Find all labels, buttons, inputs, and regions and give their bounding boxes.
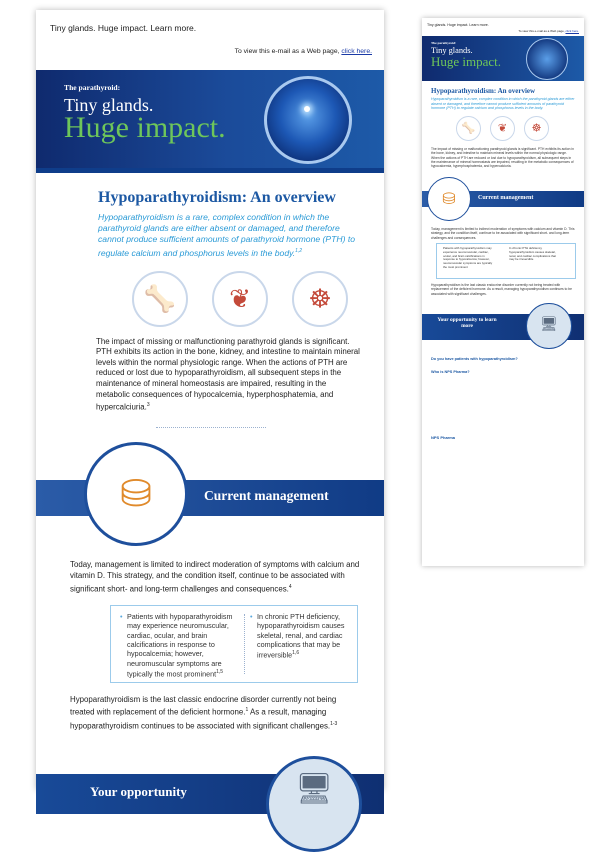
mini-overview-body: The impact of missing or malfunctioning parathyroid glands is significant. PTH exhibits its action in the bone, kidney, and intestine to maintain mineral levels within the normal physiologic range. When the actions of PTH are reduced or lost due to hypoparathyroidism, all subsequent steps in the maintenance of mineral homeostasis are impaired, resulting in the metabolic consequences of hypocalcemia, hyperphosphatemia, and hypercalciuria.: [431, 146, 574, 169]
organ-icons: [36, 259, 384, 337]
kidney-icon: ❦: [212, 271, 268, 327]
overview-lead-text: Hypoparathyroidism is a rare, complex condition in which the parathyroid glands are either absent or damaged, and therefore cannot produce sufficient amounts of parathyroid hormone (PTH) to regulate calcium and phosphorus levels in the body.: [98, 212, 355, 258]
bullet-right-ref: 1,6: [292, 650, 300, 657]
body-ref: 3: [146, 402, 150, 409]
mini-opportunity: [422, 302, 584, 352]
mini-line1: Tiny glands.: [431, 46, 473, 55]
webview-text: To view this e-mail as a Web page,: [234, 48, 340, 55]
closing-ref-1: 1: [245, 707, 249, 714]
webview-line: [36, 48, 384, 70]
mini-logo: NPS Pharma: [431, 435, 456, 441]
closing-text-1: Hypoparathyroidism is the last classic endocrine disorder currently not being treated with replacement of the deficient hormone.: [70, 694, 337, 718]
mini-kidney-icon: ❦: [490, 116, 515, 141]
bone-icon: 🦴: [132, 271, 188, 327]
mini-overview-title: Hypoparathyroidism: An overview: [431, 87, 536, 95]
overview-lead: [36, 207, 384, 259]
computer-icon: 🖥: [266, 756, 362, 852]
bullet-right: [257, 612, 369, 660]
webview-link[interactable]: click here.: [341, 48, 372, 55]
bullet-left-ref: 1,5: [216, 669, 224, 676]
hero-banner: [36, 70, 384, 168]
hero-kicker: The parathyroid:: [64, 83, 121, 92]
mini-management-title: Current management: [478, 194, 534, 201]
management-title: Current management: [204, 488, 329, 504]
mini-management-closing: Hypoparathyroidism is the last classic endocrine disorder currently not being treated with replacement of the deficient hormone. As a result, managing hypoparathyroidism continues to be associated with significant challenges.: [431, 283, 572, 296]
closing-text-2: As a result, managing hypoparathyroidism continues to be associated with significant challenges.: [70, 708, 331, 731]
management-bullets: [110, 605, 358, 683]
lead-ref: 1,2: [295, 247, 303, 254]
bullet-right-text: In chronic PTH deficiency, hypoparathyroidism causes skeletal, renal, and cardiac complications that may be irreversible: [257, 611, 345, 660]
mini-computer-icon: 🖥: [526, 303, 572, 349]
closing-ref-2: 1-3: [330, 720, 338, 727]
mini-bone-icon: 🦴: [456, 116, 481, 141]
overview-body-text: The impact of missing or malfunctioning parathyroid glands is significant. PTH exhibits its action in the bone, kidney, and intestine to maintain mineral levels within the normal physiologic range. When the actions of PTH are reduced or lost due to hypoparathyroidism, all subsequent steps in the maintenance of mineral homeostasis are impaired, resulting in the metabolic consequences of hypocalcemia, hyperphosphatemia, and hypercalciuria.: [96, 336, 360, 412]
hero-line2: Huge impact.: [64, 111, 226, 144]
mini-webview-link[interactable]: click here.: [565, 29, 579, 33]
mini-who-title: Who is NPS Pharma?: [431, 370, 470, 375]
mini-management-header: [422, 177, 584, 223]
management-closing: [36, 695, 384, 732]
bullet-divider: [244, 614, 245, 674]
mini-management-bullets: [436, 243, 576, 279]
mini-hero: [422, 36, 584, 81]
management-intro: [36, 560, 384, 594]
hero-line1: Tiny glands.: [64, 95, 154, 115]
management-header: [36, 428, 384, 546]
mini-pill-bottles-icon: ⛁: [427, 177, 471, 221]
overview-title: Hypoparathyroidism: An overview: [98, 189, 336, 206]
management-intro-text: Today, management is limited to indirect moderation of symptoms with calcium and vitamin D. This strategy, and the condition itself, continue to be associated with significant short- and long-term challenges and consequences.: [70, 560, 360, 594]
intestine-icon: ☸: [292, 271, 348, 327]
overview-body: [36, 337, 384, 414]
preheader: Tiny glands. Huge impact. Learn more.: [50, 23, 197, 33]
mini-preheader: Tiny glands. Huge impact. Learn more.: [427, 23, 489, 27]
mini-webview-text: To view this e-mail as a Web page,: [518, 29, 565, 33]
bullet-left-text: Patients with hypoparathyroidism may experience neuromuscular, cardiac, ocular, and brain calcifications in response to hypocalcemia; however, neuromuscular symptoms are typically the most prominent: [127, 611, 233, 679]
mini-kicker: The parathyroid:: [431, 41, 457, 45]
mini-line2: Huge impact.: [431, 54, 502, 69]
gland-glow: [304, 106, 310, 112]
mini-bullet-right: In chronic PTH deficiency, hypoparathyroidism causes skeletal, renal, and cardiac complications that may be irreversible: [509, 246, 556, 262]
mini-intestine-icon: ☸: [524, 116, 549, 141]
mini-overview-lead: Hypoparathyroidism is a rare, complex condition in which the parathyroid glands are either absent or damaged, and therefore cannot produce sufficient amounts of parathyroid hormone (PTH) to regulate calcium and phosphorus levels in the body.: [431, 97, 575, 111]
pill-bottles-icon: ⛁: [84, 442, 188, 546]
mini-bullet-left: Patients with hypoparathyroidism may experience neuromuscular, cardiac, ocular, and brain calcifications in response to hypocalcemia; however, neuromuscular symptoms are typically the most prominent: [443, 246, 493, 270]
email-small: [422, 18, 584, 566]
opportunity-header: [36, 744, 384, 814]
mini-webview-line: [422, 29, 584, 36]
opportunity-title: Your opportunity: [90, 783, 187, 799]
parathyroid-image: [264, 76, 352, 164]
mini-parathyroid-image: [526, 38, 568, 80]
intro-ref: 4: [288, 583, 292, 590]
bullet-left: [127, 612, 239, 679]
mini-opportunity-title: Your opportunity to learn more: [437, 317, 497, 330]
mini-management-intro: Today, management is limited to indirect moderation of symptoms with calcium and vitamin D. This strategy, and the condition itself, continue to be associated with significant short- and long-term challenges and consequences.: [431, 226, 575, 240]
mini-organ-icons: [422, 111, 584, 147]
email-large: [36, 10, 384, 806]
mini-question: Do you have patients with hypoparathyroidism?: [431, 357, 518, 362]
